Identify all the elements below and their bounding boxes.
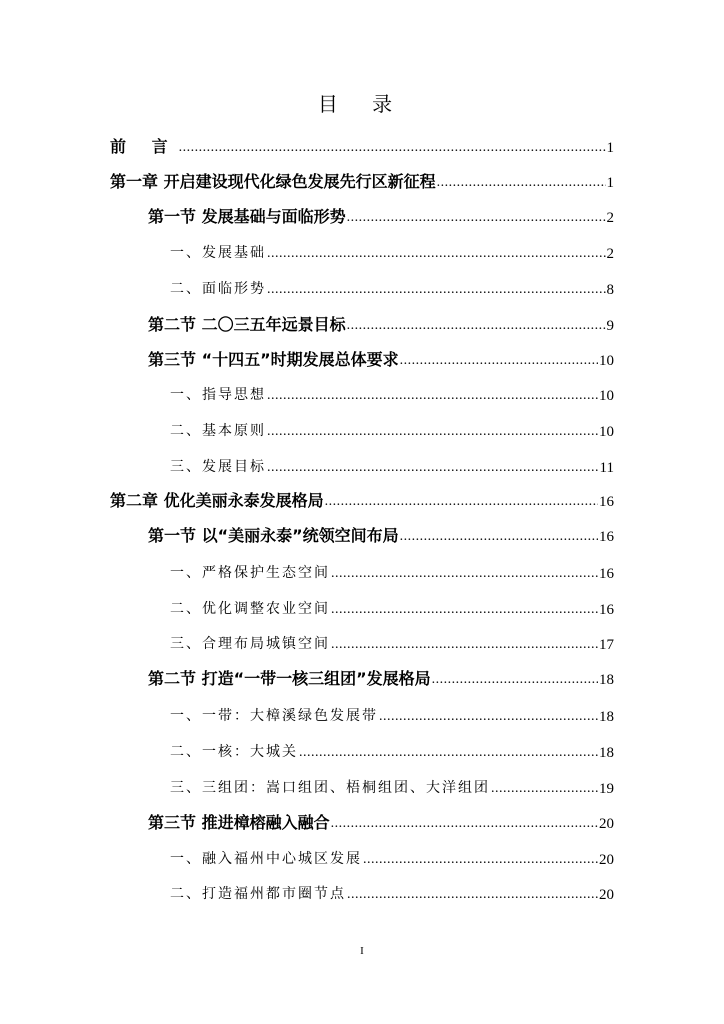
toc-entry-subsection[interactable] — [170, 703, 614, 725]
toc-entry-label: 一、一带：大樟溪绿色发展带 — [170, 708, 378, 724]
toc-entry-subsection[interactable] — [170, 846, 614, 868]
toc-entry-label: 第三节 “十四五”时期发展总体要求 — [148, 350, 399, 369]
toc-leader-dots — [363, 852, 598, 868]
toc-entry-label: 第三节 推进樟榕融入融合 — [148, 813, 330, 832]
toc-entry-page: 18 — [599, 709, 614, 725]
page-title: 目 录 — [317, 92, 407, 116]
toc-leader-dots — [179, 140, 606, 156]
toc-entry-page: 18 — [599, 672, 614, 688]
toc-entry-label: 第二节 二〇三五年远景目标 — [148, 315, 346, 334]
toc-leader-dots — [331, 816, 598, 832]
toc-entry-subsection[interactable] — [170, 276, 614, 298]
toc-entry-page: 8 — [606, 282, 614, 298]
toc-entry-subsection[interactable] — [170, 881, 614, 903]
toc-leader-dots — [347, 887, 598, 903]
toc-entry-subsection[interactable] — [170, 560, 614, 582]
toc-entry-page: 1 — [606, 175, 614, 191]
toc-leader-dots — [347, 210, 606, 226]
toc-leader-dots — [347, 318, 606, 334]
toc-entry-label: 二、打造福州都市圈节点 — [170, 886, 346, 902]
toc-entry-label: 第一章 开启建设现代化绿色发展先行区新征程 — [110, 172, 436, 191]
toc-entry-label: 一、融入福州中心城区发展 — [170, 851, 362, 867]
toc-entry-label: 一、发展基础 — [170, 245, 266, 261]
toc-leader-dots — [299, 745, 598, 761]
toc-leader-dots — [400, 353, 598, 369]
toc-leader-dots — [400, 529, 598, 545]
toc-entry-section[interactable] — [148, 347, 614, 369]
toc-entry-section[interactable] — [148, 810, 614, 832]
toc-entry-page: 1 — [606, 140, 614, 156]
toc-entry-page: 18 — [599, 745, 614, 761]
toc-entry-page: 17 — [599, 637, 614, 653]
toc-leader-dots — [379, 709, 598, 725]
toc-leader-dots — [331, 566, 598, 582]
toc-entry-label: 第二节 打造“一带一核三组团”发展格局 — [148, 669, 431, 688]
toc-entry-label: 二、优化调整农业空间 — [170, 601, 330, 617]
toc-entry-section[interactable] — [148, 312, 614, 334]
toc-leader-dots — [267, 424, 598, 440]
toc-entry-label: 一、严格保护生态空间 — [170, 565, 330, 581]
toc-entry-subsection[interactable] — [170, 454, 614, 476]
toc-leader-dots — [267, 246, 606, 262]
toc-leader-dots — [267, 460, 599, 476]
toc-entry-page: 10 — [599, 424, 614, 440]
toc-entry-page: 16 — [599, 494, 614, 510]
toc-entry-page: 2 — [606, 210, 614, 226]
toc-entry-label: 三、发展目标 — [170, 459, 266, 475]
toc-entry-section[interactable] — [148, 523, 614, 545]
toc-entry-page: 16 — [599, 566, 614, 582]
toc-entry-label: 第二章 优化美丽永泰发展格局 — [110, 491, 324, 510]
toc-leader-dots — [437, 175, 606, 191]
toc-entry-subsection[interactable] — [170, 418, 614, 440]
toc-entry-label: 三、三组团：嵩口组团、梧桐组团、大洋组团 — [170, 780, 490, 796]
toc-entry-label: 二、一核：大城关 — [170, 744, 298, 760]
toc-leader-dots — [325, 494, 598, 510]
toc-entry-section[interactable] — [148, 666, 614, 688]
toc-entry-page: 16 — [599, 602, 614, 618]
toc-entry-page: 19 — [599, 781, 614, 797]
toc-entry-page: 20 — [599, 852, 614, 868]
toc-leader-dots — [331, 602, 598, 618]
toc-entry-subsection[interactable] — [170, 596, 614, 618]
toc-entry-subsection[interactable] — [170, 739, 614, 761]
toc-entry-label: 一、指导思想 — [170, 387, 266, 403]
toc-entry-label: 第一节 以“美丽永泰”统领空间布局 — [148, 526, 399, 545]
toc-leader-dots — [491, 781, 598, 797]
toc-entry-label: 三、合理布局城镇空间 — [170, 636, 330, 652]
page-number: I — [360, 945, 364, 957]
toc-entry-page: 10 — [599, 388, 614, 404]
toc-entry-preface[interactable] — [110, 134, 614, 156]
toc-leader-dots — [267, 388, 598, 404]
toc-entry-page: 11 — [599, 460, 614, 476]
toc-entry-label: 二、面临形势 — [170, 281, 266, 297]
toc-entry-label: 前 言 — [110, 137, 178, 156]
toc-entry-subsection[interactable] — [170, 775, 614, 797]
toc-entry-page: 20 — [599, 887, 614, 903]
toc-entry-page: 16 — [599, 529, 614, 545]
toc-entry-chapter-1[interactable] — [110, 169, 614, 191]
toc-entry-page: 20 — [599, 816, 614, 832]
toc-leader-dots — [267, 282, 606, 298]
toc-entry-page: 9 — [606, 318, 614, 334]
toc-entry-label: 二、基本原则 — [170, 423, 266, 439]
toc-entry-subsection[interactable] — [170, 631, 614, 653]
toc-leader-dots — [331, 637, 598, 653]
toc-entry-page: 2 — [606, 246, 614, 262]
toc-entry-subsection[interactable] — [170, 382, 614, 404]
toc-entry-subsection[interactable] — [170, 240, 614, 262]
toc-entry-label: 第一节 发展基础与面临形势 — [148, 207, 346, 226]
toc-entry-page: 10 — [599, 353, 614, 369]
toc-leader-dots — [432, 672, 598, 688]
toc-entry-chapter-2[interactable] — [110, 488, 614, 510]
toc-entry-section[interactable] — [148, 204, 614, 226]
